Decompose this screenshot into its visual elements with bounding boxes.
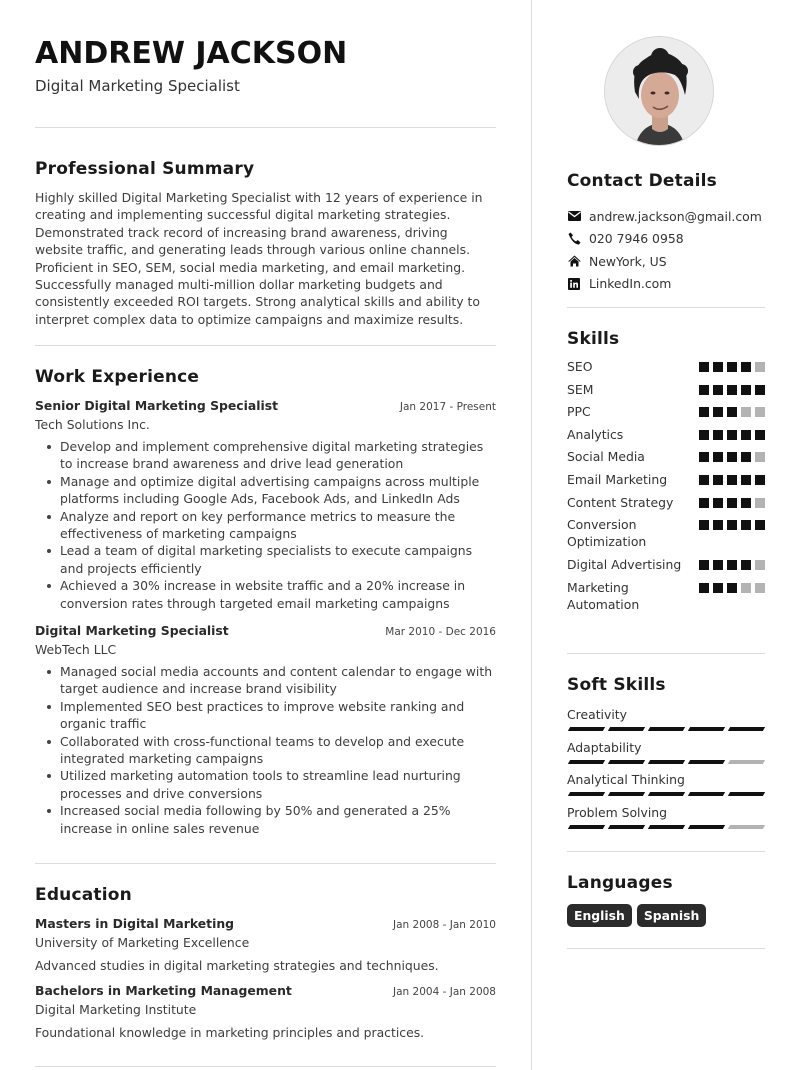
skill-name: Content Strategy xyxy=(567,494,674,510)
soft-skill-item xyxy=(567,771,765,804)
degree-title: Masters in Digital Marketing xyxy=(35,916,235,931)
rating-bar-filled xyxy=(728,727,765,731)
divider xyxy=(567,307,765,308)
rating-square-filled xyxy=(727,385,737,395)
divider xyxy=(35,863,496,864)
rating-square-empty xyxy=(741,407,751,417)
divider xyxy=(567,851,765,852)
language-badge: English xyxy=(567,904,632,927)
rating-square-filled xyxy=(699,583,709,593)
candidate-role: Digital Marketing Specialist xyxy=(35,77,240,95)
job-title: Digital Marketing Specialist xyxy=(35,623,229,638)
summary-title: Professional Summary xyxy=(35,159,255,179)
rating-bar-filled xyxy=(568,760,605,764)
rating-bar-filled xyxy=(648,760,685,764)
skill-rating xyxy=(699,560,765,570)
job-bullets xyxy=(35,663,496,837)
home-icon xyxy=(567,254,581,268)
rating-square-filled xyxy=(741,520,751,530)
rating-square-filled xyxy=(727,560,737,570)
contact-list xyxy=(567,205,765,295)
soft-skill-item xyxy=(567,804,765,837)
contact-linkedin[interactable]: LinkedIn.com xyxy=(567,273,765,296)
skill-row xyxy=(567,556,765,573)
skill-row xyxy=(567,381,765,398)
rating-square-filled xyxy=(727,520,737,530)
contact-location: NewYork, US xyxy=(567,250,765,273)
rating-square-filled xyxy=(727,498,737,508)
skill-name: Digital Advertising xyxy=(567,556,682,572)
rating-square-filled xyxy=(699,430,709,440)
rating-square-filled xyxy=(713,452,723,462)
bullet-item: Develop and implement comprehensive digital marketing strategies to increase brand awareness and drive lead generation xyxy=(35,438,496,473)
skills-list xyxy=(567,358,765,618)
skill-rating xyxy=(699,407,765,417)
rating-square-empty xyxy=(755,498,765,508)
divider xyxy=(35,345,496,346)
rating-bar-filled xyxy=(648,825,685,829)
contact-email[interactable]: andrew.jackson@gmail.com xyxy=(567,205,765,228)
rating-square-filled xyxy=(727,407,737,417)
summary-text: Highly skilled Digital Marketing Specialist with 12 years of experience in creating and implementing successful digital marketing strategies. Demonstrated track record of increasing brand awareness, driving website traffic, and generating leads through various online channels. Proficient in SEO, SEM, social media marketing, and email marketing. Successfully managed multi-million dollar marketing budgets and consistently exceeded ROI targets. Strong analytical skills and ability to interpret complex data to optimize campaigns and maximize results. xyxy=(35,190,483,327)
candidate-name: ANDREW JACKSON xyxy=(35,36,348,71)
divider xyxy=(567,948,765,949)
education-dates: Jan 2004 - Jan 2008 xyxy=(393,986,496,998)
soft-skills-title: Soft Skills xyxy=(567,675,666,695)
job-company: WebTech LLC xyxy=(35,642,117,657)
education-entry xyxy=(35,915,496,974)
skill-name: Conversion Optimization xyxy=(567,517,647,550)
degree-title: Bachelors in Marketing Management xyxy=(35,983,292,998)
school-name: Digital Marketing Institute xyxy=(35,1002,197,1017)
divider xyxy=(35,1066,496,1067)
soft-skill-name: Creativity xyxy=(567,707,627,722)
skill-rating xyxy=(699,452,765,462)
skill-rating xyxy=(699,385,765,395)
rating-square-filled xyxy=(741,498,751,508)
rating-bar-filled xyxy=(608,760,645,764)
bullet-item: Managed social media accounts and content calendar to engage with target audience and increase brand visibility xyxy=(35,663,496,698)
rating-square-empty xyxy=(755,362,765,372)
soft-skill-name: Problem Solving xyxy=(567,804,667,820)
soft-skill-item xyxy=(567,739,765,772)
skill-row xyxy=(567,426,765,443)
school-name: University of Marketing Excellence xyxy=(35,935,250,950)
rating-bar-empty xyxy=(728,760,765,764)
skill-rating xyxy=(699,475,765,485)
rating-square-filled xyxy=(755,385,765,395)
job-dates: Jan 2017 - Present xyxy=(399,401,496,413)
education-description: Foundational knowledge in marketing principles and practices. xyxy=(35,1025,425,1040)
rating-bar-filled xyxy=(688,760,725,764)
rating-square-filled xyxy=(699,560,709,570)
phone-icon xyxy=(567,232,581,246)
rating-square-filled xyxy=(755,520,765,530)
skill-rating xyxy=(699,498,765,508)
soft-skill-name: Analytical Thinking xyxy=(567,772,685,787)
bullet-item: Collaborated with cross-functional teams to develop and execute integrated marketing campaigns xyxy=(35,733,496,768)
bullet-item: Increased social media following by 50% and generated a 25% increase in online sales revenue xyxy=(35,802,496,837)
envelope-icon xyxy=(567,209,581,223)
linkedin-icon xyxy=(567,277,581,291)
column-divider xyxy=(531,0,532,1070)
rating-square-filled xyxy=(727,475,737,485)
education-dates: Jan 2008 - Jan 2010 xyxy=(393,919,496,931)
rating-square-filled xyxy=(741,430,751,440)
skill-row xyxy=(567,403,765,420)
skill-rating xyxy=(699,430,765,440)
education-description: Advanced studies in digital marketing strategies and techniques. xyxy=(35,958,439,973)
rating-square-filled xyxy=(727,452,737,462)
rating-square-filled xyxy=(713,583,723,593)
skill-rating xyxy=(699,583,765,593)
rating-square-filled xyxy=(727,430,737,440)
skill-row xyxy=(567,358,765,375)
bullet-item: Utilized marketing automation tools to streamline lead nurturing processes and drive conversions xyxy=(35,767,496,802)
rating-bar-filled xyxy=(688,727,725,731)
rating-square-empty xyxy=(741,583,751,593)
rating-square-empty xyxy=(755,560,765,570)
skills-title: Skills xyxy=(567,329,620,349)
rating-square-filled xyxy=(699,498,709,508)
rating-bar-filled xyxy=(568,825,605,829)
job-entry xyxy=(35,397,496,612)
languages-title: Languages xyxy=(567,873,673,893)
rating-bar-filled xyxy=(688,792,725,796)
job-dates: Mar 2010 - Dec 2016 xyxy=(385,626,496,638)
rating-square-filled xyxy=(727,362,737,372)
rating-bar-empty xyxy=(728,825,765,829)
rating-square-filled xyxy=(713,498,723,508)
skill-rating xyxy=(699,520,765,530)
rating-bar-filled xyxy=(608,727,645,731)
rating-square-filled xyxy=(755,430,765,440)
soft-skills-list xyxy=(567,706,765,836)
soft-skill-rating xyxy=(567,727,765,731)
divider xyxy=(567,653,765,654)
education-title: Education xyxy=(35,885,132,905)
rating-square-filled xyxy=(727,583,737,593)
rating-square-filled xyxy=(713,362,723,372)
rating-square-filled xyxy=(713,385,723,395)
experience-title: Work Experience xyxy=(35,367,200,387)
skill-name: SEO xyxy=(567,359,593,374)
bullet-item: Manage and optimize digital advertising campaigns across multiple platforms including Google Ads, Facebook Ads, and LinkedIn Ads xyxy=(35,473,496,508)
rating-square-filled xyxy=(713,560,723,570)
rating-square-empty xyxy=(755,583,765,593)
skill-name: SEM xyxy=(567,381,594,397)
skill-row xyxy=(567,579,765,613)
skill-rating xyxy=(699,362,765,372)
soft-skill-item xyxy=(567,706,765,739)
rating-square-filled xyxy=(741,362,751,372)
rating-square-filled xyxy=(699,475,709,485)
rating-square-filled xyxy=(741,452,751,462)
skill-name: PPC xyxy=(567,404,591,420)
skill-name: Marketing Automation xyxy=(567,579,640,612)
language-badge: Spanish xyxy=(637,904,706,927)
job-entry xyxy=(35,622,496,837)
bullet-item: Analyze and report on key performance metrics to measure the effectiveness of marketing campaigns xyxy=(35,508,496,543)
bullet-item: Lead a team of digital marketing specialists to execute campaigns and projects efficiently xyxy=(35,542,496,577)
rating-bar-filled xyxy=(608,792,645,796)
divider xyxy=(35,127,496,128)
rating-square-filled xyxy=(713,475,723,485)
rating-square-empty xyxy=(755,452,765,462)
rating-square-filled xyxy=(713,430,723,440)
education-entry xyxy=(35,982,496,1041)
rating-square-filled xyxy=(699,362,709,372)
rating-square-filled xyxy=(699,385,709,395)
rating-square-filled xyxy=(741,560,751,570)
soft-skill-rating xyxy=(567,760,765,764)
job-bullets xyxy=(35,438,496,612)
rating-square-filled xyxy=(741,475,751,485)
rating-bar-filled xyxy=(568,792,605,796)
rating-square-filled xyxy=(755,475,765,485)
job-company: Tech Solutions Inc. xyxy=(35,417,150,432)
avatar-illustration xyxy=(605,37,714,146)
soft-skill-name: Adaptability xyxy=(567,739,642,755)
skill-name: Analytics xyxy=(567,426,624,442)
skill-row xyxy=(567,448,765,465)
rating-square-empty xyxy=(755,407,765,417)
languages-list xyxy=(567,904,706,927)
soft-skill-rating xyxy=(567,792,765,796)
rating-square-filled xyxy=(713,520,723,530)
rating-bar-filled xyxy=(728,792,765,796)
profile-photo xyxy=(604,36,714,146)
skill-row xyxy=(567,494,765,511)
rating-bar-filled xyxy=(648,792,685,796)
rating-bar-filled xyxy=(568,727,605,731)
soft-skill-rating xyxy=(567,825,765,829)
rating-square-filled xyxy=(699,452,709,462)
job-title: Senior Digital Marketing Specialist xyxy=(35,398,279,413)
skill-row xyxy=(567,471,765,488)
rating-bar-filled xyxy=(608,825,645,829)
rating-bar-filled xyxy=(688,825,725,829)
contact-title: Contact Details xyxy=(567,171,717,191)
skill-name: Email Marketing xyxy=(567,471,668,487)
bullet-item: Implemented SEO best practices to improve website ranking and organic traffic xyxy=(35,698,496,733)
rating-square-filled xyxy=(741,385,751,395)
rating-bar-filled xyxy=(648,727,685,731)
skill-name: Social Media xyxy=(567,449,645,465)
contact-phone[interactable]: 020 7946 0958 xyxy=(567,228,765,251)
skill-row xyxy=(567,516,765,550)
rating-square-filled xyxy=(699,407,709,417)
bullet-item: Achieved a 30% increase in website traffic and a 20% increase in conversion rates through targeted email marketing campaigns xyxy=(35,577,496,612)
rating-square-filled xyxy=(699,520,709,530)
rating-square-filled xyxy=(713,407,723,417)
